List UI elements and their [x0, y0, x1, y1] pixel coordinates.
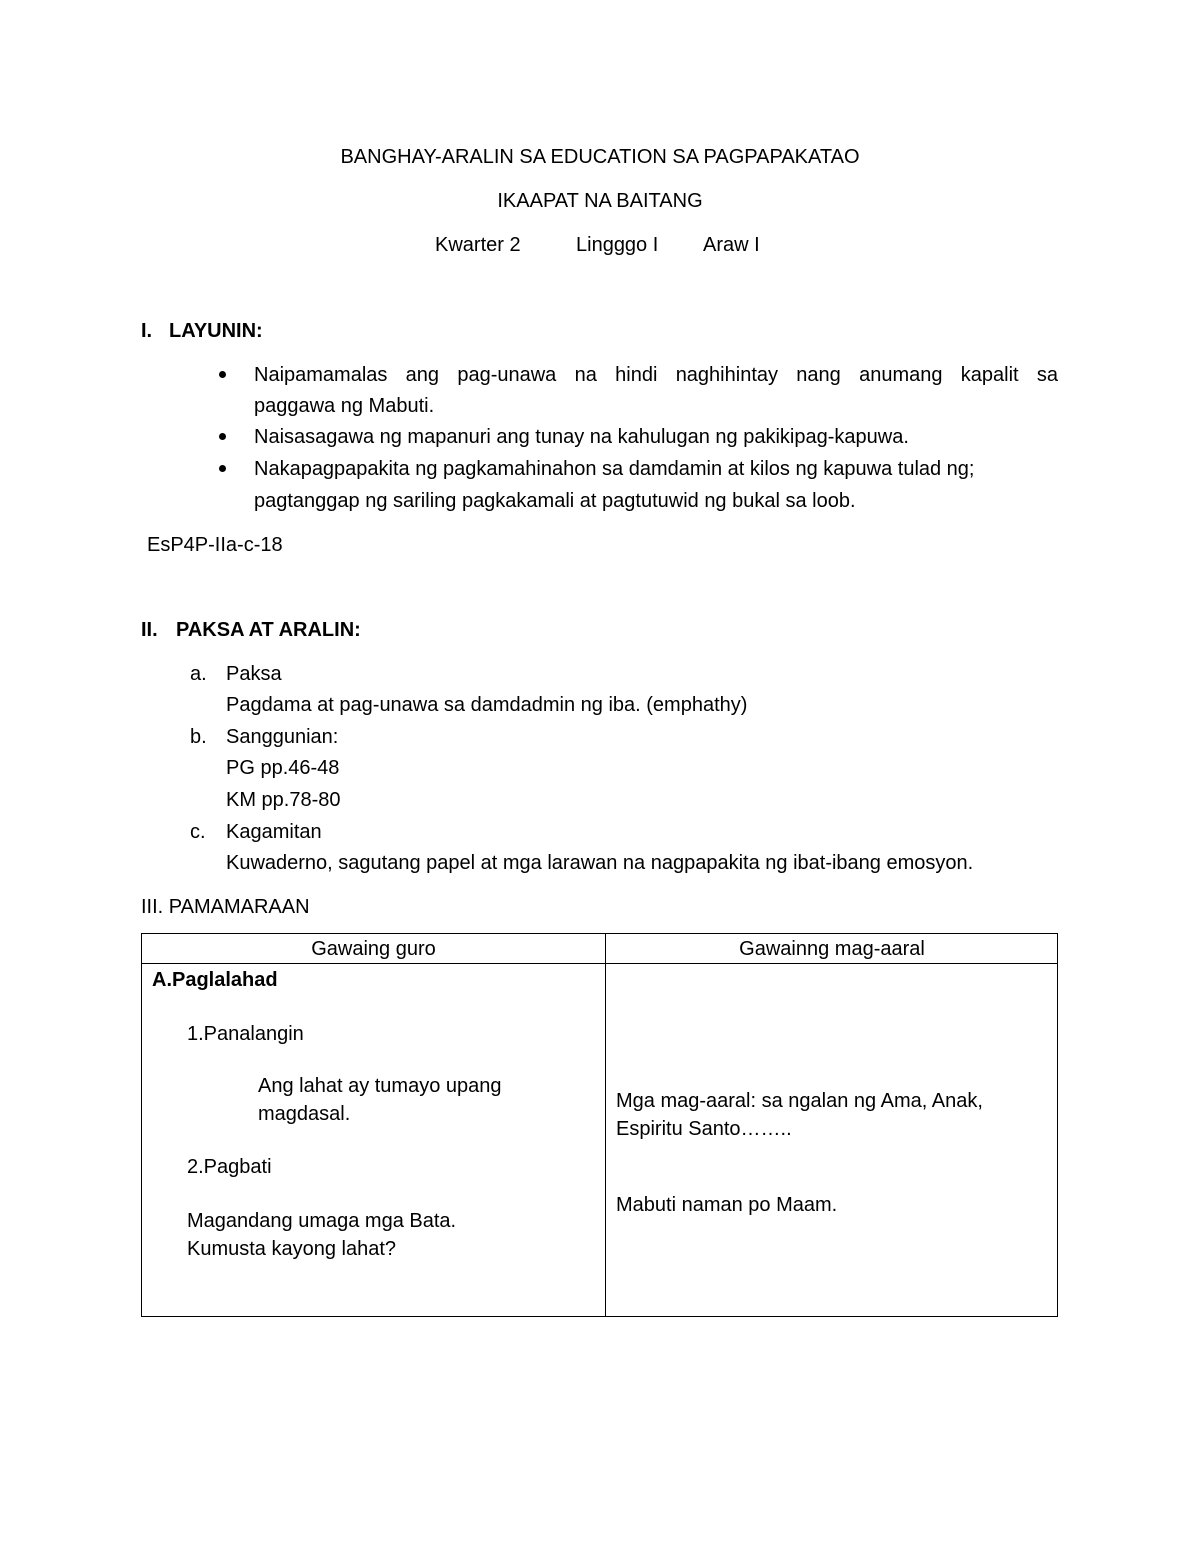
- item-a-text: Pagdama at pag-unawa sa damdadmin ng iba. (emphathy): [226, 694, 748, 716]
- step-2-text-line2: Kumusta kayong lahat?: [187, 1238, 397, 1260]
- item-a-label: Paksa: [226, 663, 282, 685]
- item-c-marker: c.: [190, 821, 206, 843]
- lingggo-label: Lingggo I: [576, 234, 659, 256]
- bullet-icon: [219, 433, 226, 440]
- document-title: BANGHAY-ARALIN SA EDUCATION SA PAGPAPAKATAO: [340, 146, 860, 168]
- student-response-1-line1: Mga mag-aaral: sa ngalan ng Ama, Anak,: [616, 1090, 983, 1112]
- table-column-divider: [605, 934, 606, 1316]
- item-c-label: Kagamitan: [226, 821, 322, 843]
- objective-3-line2: pagtanggap ng sariling pagkakamali at pagtutuwid ng bukal sa loob.: [254, 490, 856, 512]
- step-1-text-line2: magdasal.: [258, 1103, 351, 1125]
- competency-code: EsP4P-IIa-c-18: [147, 534, 283, 556]
- section3-title: III. PAMAMARAAN: [141, 896, 310, 918]
- student-response-1-line2: Espiritu Santo……..: [616, 1118, 792, 1140]
- section1-title: LAYUNIN:: [169, 320, 263, 342]
- objective-1-line1: Naipamamalas ang pag-unawa na hindi naghihintay nang anumang kapalit sa: [254, 364, 1058, 386]
- item-b-text-2: KM pp.78-80: [226, 789, 341, 811]
- table-header-divider: [142, 963, 1057, 964]
- grade-level: IKAAPAT NA BAITANG: [497, 190, 703, 212]
- step-1-title: 1.Panalangin: [187, 1023, 304, 1045]
- objective-1-line2: paggawa ng Mabuti.: [254, 395, 435, 417]
- procedure-table: [141, 933, 1058, 1317]
- column-header-student: Gawainng mag-aaral: [739, 938, 925, 960]
- item-b-label: Sanggunian:: [226, 726, 339, 748]
- item-b-text-1: PG pp.46-48: [226, 757, 340, 779]
- item-a-marker: a.: [190, 663, 207, 685]
- item-b-marker: b.: [190, 726, 207, 748]
- section1-number: I.: [141, 320, 153, 342]
- procedure-heading: A.Paglalahad: [152, 969, 278, 991]
- objective-2: Naisasagawa ng mapanuri ang tunay na kahulugan ng pakikipag-kapuwa.: [254, 426, 909, 448]
- step-2-text-line1: Magandang umaga mga Bata.: [187, 1210, 457, 1232]
- bullet-icon: [219, 371, 226, 378]
- item-c-text: Kuwaderno, sagutang papel at mga larawan na nagpapakita ng ibat-ibang emosyon.: [226, 852, 974, 874]
- araw-label: Araw I: [703, 234, 760, 256]
- step-2-title: 2.Pagbati: [187, 1156, 272, 1178]
- section2-title: PAKSA AT ARALIN:: [176, 619, 361, 641]
- objective-3-line1: Nakapagpapakita ng pagkamahinahon sa damdamin at kilos ng kapuwa tulad ng;: [254, 458, 975, 480]
- kwarter-label: Kwarter 2: [435, 234, 521, 256]
- section2-number: II.: [141, 619, 158, 641]
- column-header-teacher: Gawaing guro: [311, 938, 436, 960]
- student-response-2: Mabuti naman po Maam.: [616, 1194, 838, 1216]
- step-1-text-line1: Ang lahat ay tumayo upang: [258, 1075, 502, 1097]
- bullet-icon: [219, 465, 226, 472]
